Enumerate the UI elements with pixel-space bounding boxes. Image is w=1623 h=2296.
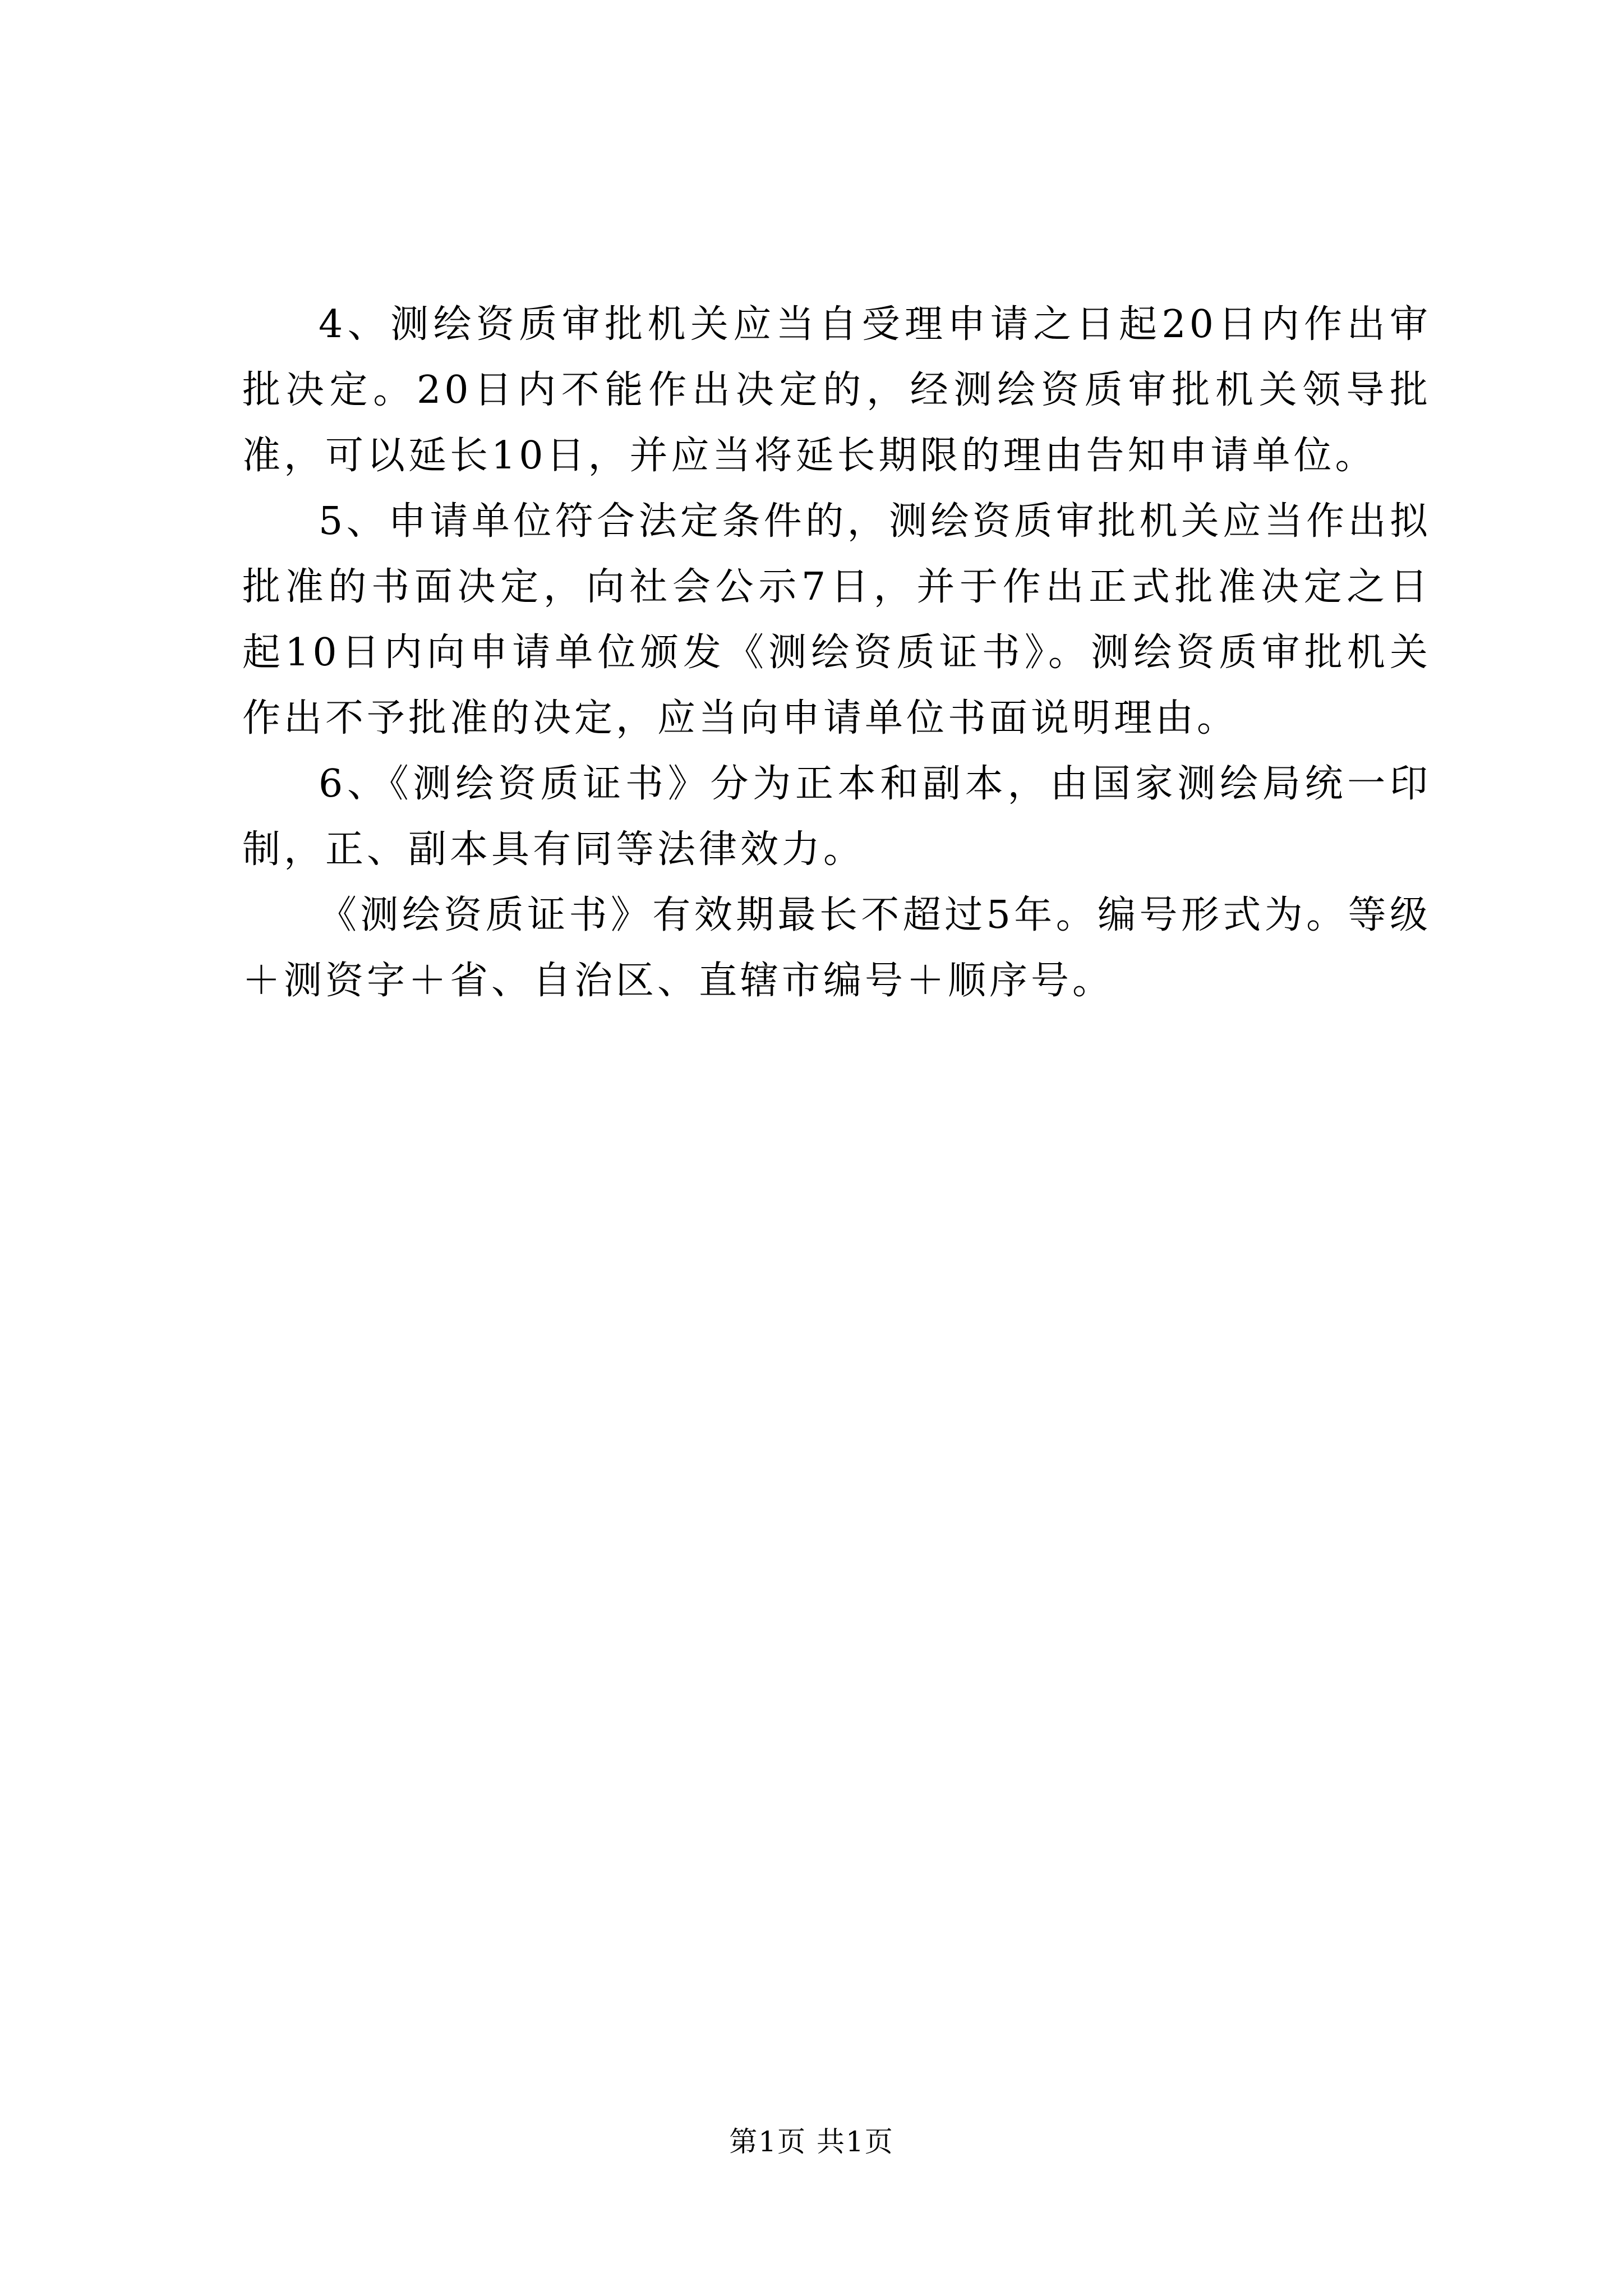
paragraph-certificate-validity: 《测绘资质证书》有效期最长不超过5年。编号形式为。等级＋测资字＋省、自治区、直辖市编号＋顺序号。 [242, 893, 1431, 1003]
paragraph-approval-deadline: 4、测绘资质审批机关应当自受理申请之日起20日内作出审批决定。20日内不能作出决定的，经测绘资质审批机关领导批准，可以延长10日，并应当将延长期限的理由告知申请单位。 [242, 302, 1431, 478]
document-body [242, 292, 1431, 1014]
paragraph-certificate-copies: 6、《测绘资质证书》分为正本和副本，由国家测绘局统一印制，正、副本具有同等法律效力。 [242, 762, 1431, 872]
page-number-footer: 第1页 共1页 [729, 2125, 894, 2158]
paragraph-approval-decision: 5、申请单位符合法定条件的，测绘资质审批机关应当作出拟批准的书面决定，向社会公示7日，并于作出正式批准决定之日起10日内向申请单位颁发《测绘资质证书》。测绘资质审批机关作出不予批准的决定，应当向申请单位书面说明理由。 [242, 499, 1431, 740]
